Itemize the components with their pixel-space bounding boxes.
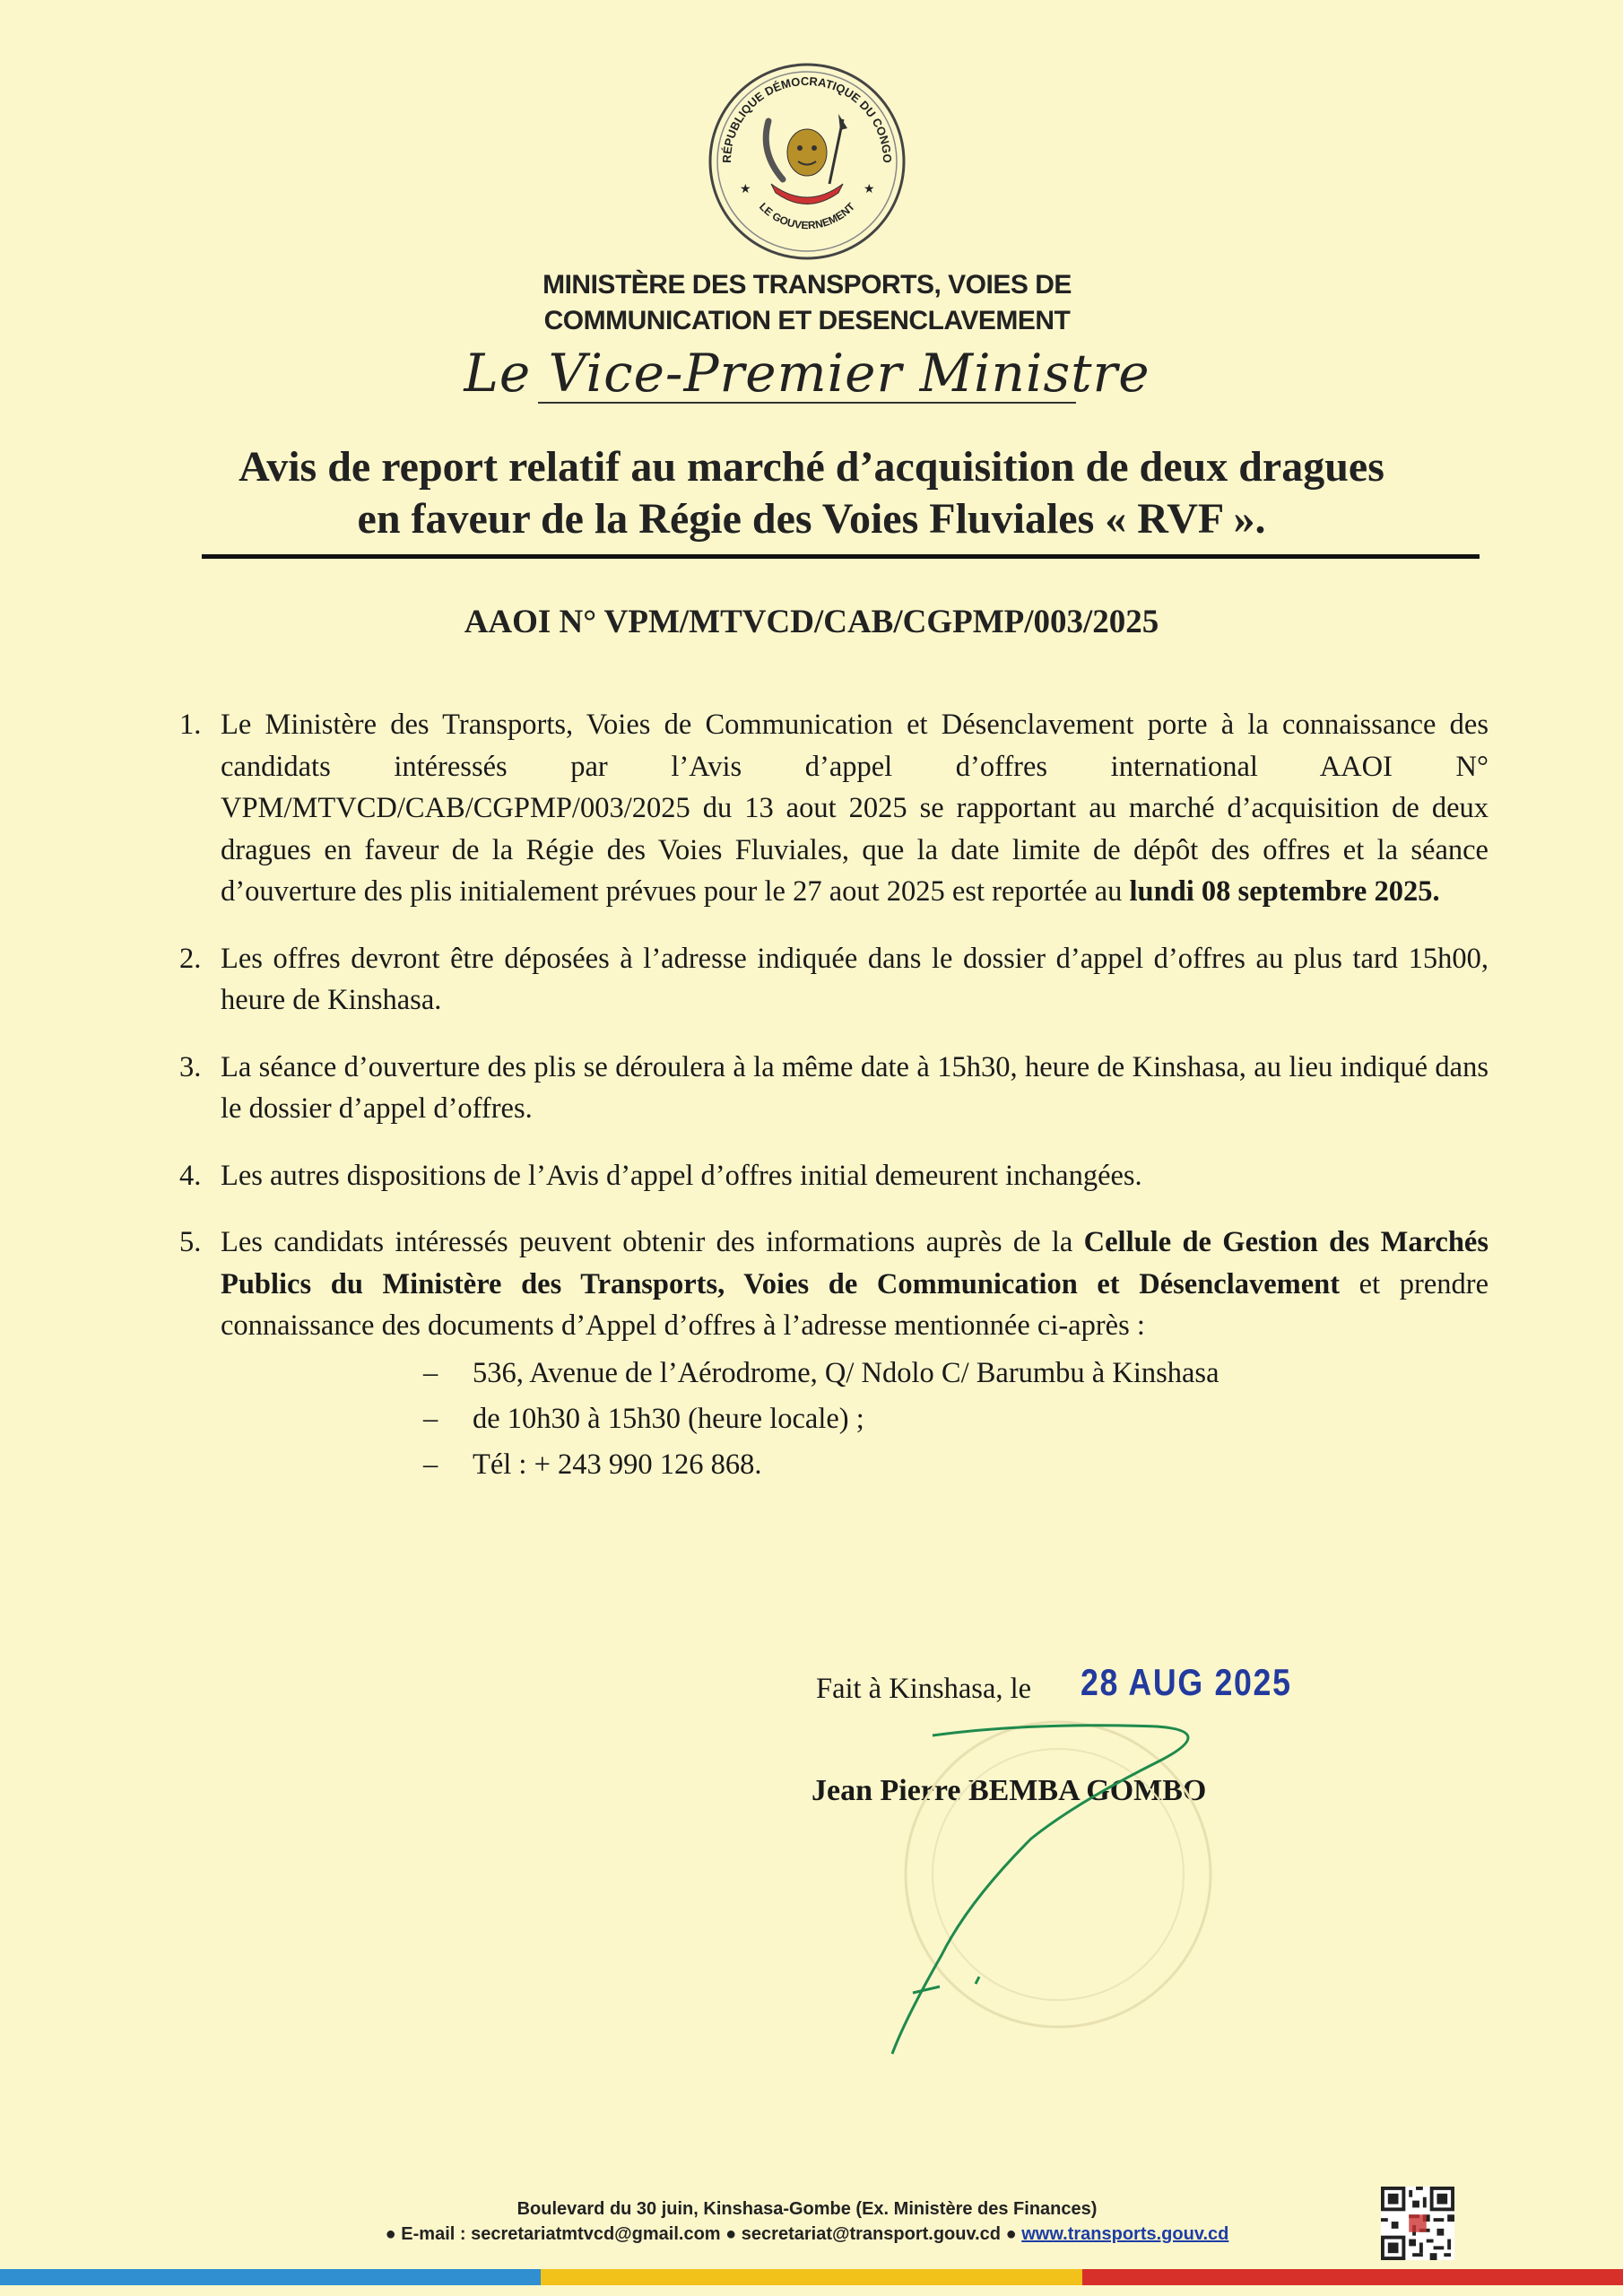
tender-reference: AAOI N° VPM/MTVCD/CAB/CGPMP/003/2025 <box>464 604 1159 640</box>
item-number: 4. <box>179 1159 202 1192</box>
footer-email2: secretariat@transport.gouv.cd <box>741 2224 1002 2244</box>
address-text: Tél : + 243 990 126 868. <box>473 1448 762 1481</box>
procurement-cell-name: Cellule de Gestion des Marchés Publics du Ministère des Transports, Voies de Communication et Désenclavement <box>221 1226 1488 1300</box>
ministry-line2: COMMUNICATION ET DESENCLAVEMENT <box>543 306 1071 335</box>
address-text: de 10h30 à 15h30 (heure locale) ; <box>473 1402 864 1435</box>
notice-title <box>135 441 1488 545</box>
item-number: 3. <box>179 1050 202 1083</box>
bullet-icon: ● <box>1005 2224 1022 2244</box>
list-item <box>179 1222 1488 1347</box>
svg-text:RÉPUBLIQUE DÉMOCRATIQUE DU CON: RÉPUBLIQUE DÉMOCRATIQUE DU CONGO <box>719 74 895 163</box>
office-underline <box>538 402 1076 404</box>
signature-stroke <box>913 1987 940 1993</box>
item-number: 5. <box>179 1226 202 1258</box>
footer-email1: E-mail : secretariatmtvcd@gmail.com <box>401 2224 721 2244</box>
office-title: Le Vice-Premier Ministre <box>464 343 1150 404</box>
ministry-name <box>359 267 1255 339</box>
item-number: 2. <box>179 942 202 975</box>
government-seal-logo <box>704 58 910 265</box>
footer-website-link[interactable]: www.transports.gouv.cd <box>1021 2224 1229 2244</box>
item-text: Les offres devront être déposées à l’adresse indiquée dans le dossier d’appel d’offres au plus tard 15h00, heure de Kinshasa. <box>221 942 1488 1016</box>
date-stamp: 28 AUG 2025 <box>1081 1661 1292 1703</box>
band-red <box>1082 2269 1623 2285</box>
dash-marker: – <box>423 1356 438 1389</box>
address-text: 536, Avenue de l’Aérodrome, Q/ Ndolo C/ Barumbu à Kinshasa <box>473 1356 1219 1389</box>
item-text: Les autres dispositions de l’Avis d’appel d’offres initial demeurent inchangées. <box>221 1159 1142 1192</box>
item-text-regular: et prendre connaissance des documents d’Appel d’offres à l’adresse mentionnée ci-après : <box>221 1267 1488 1342</box>
notice-body <box>179 704 1488 1488</box>
footer-color-band <box>0 2269 1623 2285</box>
title-line2: en faveur de la Régie des Voies Fluviales « RVF ». <box>357 495 1266 543</box>
item-text-regular: Le Ministère des Transports, Voies de Communication et Désenclavement porte à la connaissance des candidats intéressés par l’Avis d’appel d’offres international AAOI N° VPM/MTVCD/CAB/CGPMP/003/2025 du 13 aout 2025 se rapportant au marché d’acquisition de deux dragues en faveur de la Régie des Voies Fluviales, que la date limite de dépôt des offres et la séance d’ouverture des plis initialement prévues pour le 27 aout 2025 est reportée au <box>221 709 1488 908</box>
item-text <box>221 1222 1488 1347</box>
signer-name: Jean Pierre BEMBA GOMBO <box>812 1774 1207 1807</box>
ministry-line1: MINISTÈRE DES TRANSPORTS, VOIES DE <box>542 270 1072 300</box>
address-line <box>423 1442 1488 1488</box>
bullet-icon: ● <box>385 2224 402 2244</box>
qr-code-icon <box>1381 2187 1454 2260</box>
list-item <box>179 1155 1488 1197</box>
item-text-regular: Les candidats intéressés peuvent obtenir des informations auprès de la <box>221 1226 1084 1258</box>
place-and-date-label: Fait à Kinshasa, le <box>816 1673 1032 1705</box>
band-yellow <box>541 2269 1081 2285</box>
svg-text:★: ★ <box>740 183 751 196</box>
item-number: 1. <box>179 709 202 741</box>
item-text <box>221 704 1488 913</box>
address-line <box>423 1351 1488 1396</box>
band-blue <box>0 2269 541 2285</box>
svg-text:LE GOUVERNEMENT: LE GOUVERNEMENT <box>756 200 858 232</box>
dash-marker: – <box>423 1402 438 1435</box>
dash-marker: – <box>423 1448 438 1481</box>
title-line1: Avis de report relatif au marché d’acquisition de deux dragues <box>239 443 1384 491</box>
svg-text:★: ★ <box>864 183 875 196</box>
signature-stroke <box>976 1977 979 1984</box>
list-item <box>179 938 1488 1022</box>
footer-address: Boulevard du 30 juin, Kinshasa-Gombe (Ex. Ministère des Finances) <box>516 2199 1098 2219</box>
title-rule <box>202 554 1480 559</box>
list-item <box>179 1047 1488 1130</box>
list-item <box>179 704 1488 913</box>
address-line <box>423 1396 1488 1442</box>
new-deadline: lundi 08 septembre 2025. <box>1129 875 1440 908</box>
bullet-icon: ● <box>725 2224 742 2244</box>
footer-contacts <box>269 2224 1345 2245</box>
item-text: La séance d’ouverture des plis se déroulera à la même date à 15h30, heure de Kinshasa, au lieu indiqué dans le dossier d’appel d’offres. <box>221 1050 1488 1125</box>
embossed-seal-mark <box>906 1722 1211 2027</box>
